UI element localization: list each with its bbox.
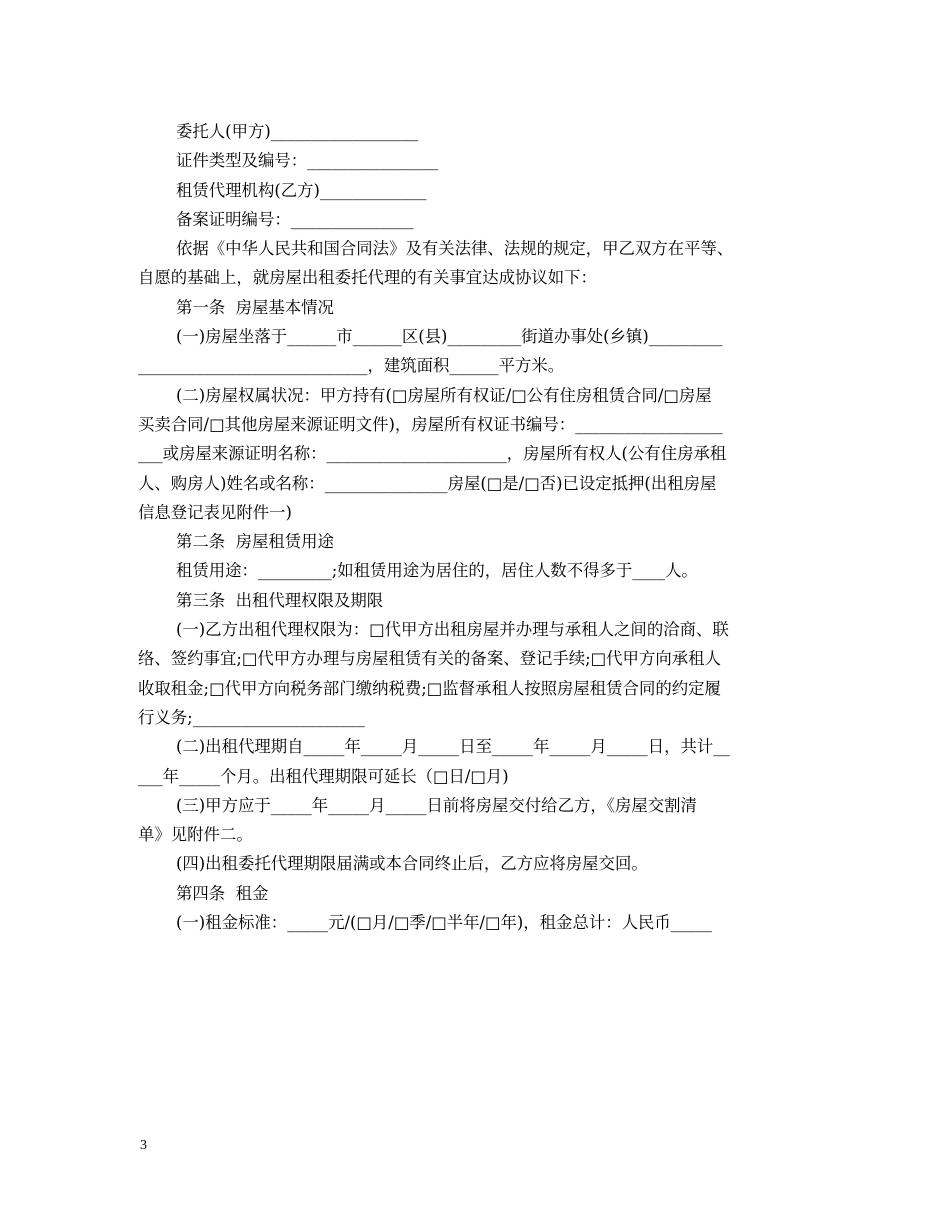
- document-line: 证件类型及编号：________________: [176, 151, 439, 171]
- document-line: 租赁代理机构(乙方)_____________: [176, 180, 427, 200]
- document-line: 第四条 租金: [176, 883, 269, 903]
- document-line: 人、购房人)姓名或名称：_______________房屋(□是/□否)已设定抵押(出租房屋: [138, 473, 717, 493]
- document-line: (一)房屋坐落于______市______区(县)_________街道办事处(乡镇)_________: [176, 327, 723, 347]
- document-line: ___或房屋来源证明名称：______________________，房屋所有权人(公有住房承租: [138, 444, 727, 464]
- document-line: 依据《中华人民共和国合同法》及有关法律、法规的规定，甲乙双方在平等、: [176, 239, 734, 259]
- document-line: (三)甲方应于_____年_____月_____日前将房屋交付给乙方，《房屋交割清: [176, 795, 697, 815]
- page-number: 3: [140, 1138, 147, 1153]
- document-line: (四)出租委托代理期限届满或本合同终止后，乙方应将房屋交回。: [176, 854, 648, 874]
- document-line: 第三条 出租代理权限及期限: [176, 590, 384, 610]
- document-line: 买卖合同/□其他房屋来源证明文件)，房屋所有权证书编号：__________________: [138, 414, 723, 434]
- document-line: 备案证明编号：_______________: [176, 209, 414, 229]
- document-line: 行义务;_____________________: [138, 707, 365, 727]
- document-line: (一)租金标准：_____元/(□月/□季/□半年/□年)，租金总计：人民币_____: [176, 913, 712, 933]
- document-line: (二)出租代理期自_____年_____月_____日至_____年_____月_____日，共计__: [176, 737, 730, 757]
- document-line: 单》见附件二。: [138, 825, 253, 845]
- document-line: ____________________________，建筑面积______平方米。: [138, 356, 565, 376]
- document-line: 委托人(甲方)__________________: [176, 122, 419, 141]
- document-line: 第二条 房屋租赁用途: [176, 532, 334, 552]
- document-line: 信息登记表见附件一): [138, 502, 292, 522]
- document-line: 络、签约事宜;□代甲方办理与房屋租赁有关的备案、登记手续;□代甲方向承租人: [138, 649, 721, 669]
- document-body: [138, 117, 812, 937]
- document-line: 自愿的基础上，就房屋出租委托代理的有关事宜达成协议如下：: [138, 268, 597, 288]
- document-line: 收取租金;□代甲方向税务部门缴纳税费;□监督承租人按照房屋租赁合同的约定履: [138, 678, 721, 698]
- document-line: ___年_____个月。出租代理期限可延长（□日/□月): [138, 766, 509, 786]
- document-line: 租赁用途：_________;如租赁用途为居住的，居住人数不得多于____人。: [176, 561, 698, 581]
- document-line: (二)房屋权属状况：甲方持有(□房屋所有权证/□公有住房租赁合同/□房屋: [176, 385, 712, 405]
- document-line: (一)乙方出租代理权限为：□代甲方出租房屋并办理与承租人之间的洽商、联: [176, 620, 729, 640]
- document-line: 第一条 房屋基本情况: [176, 297, 334, 317]
